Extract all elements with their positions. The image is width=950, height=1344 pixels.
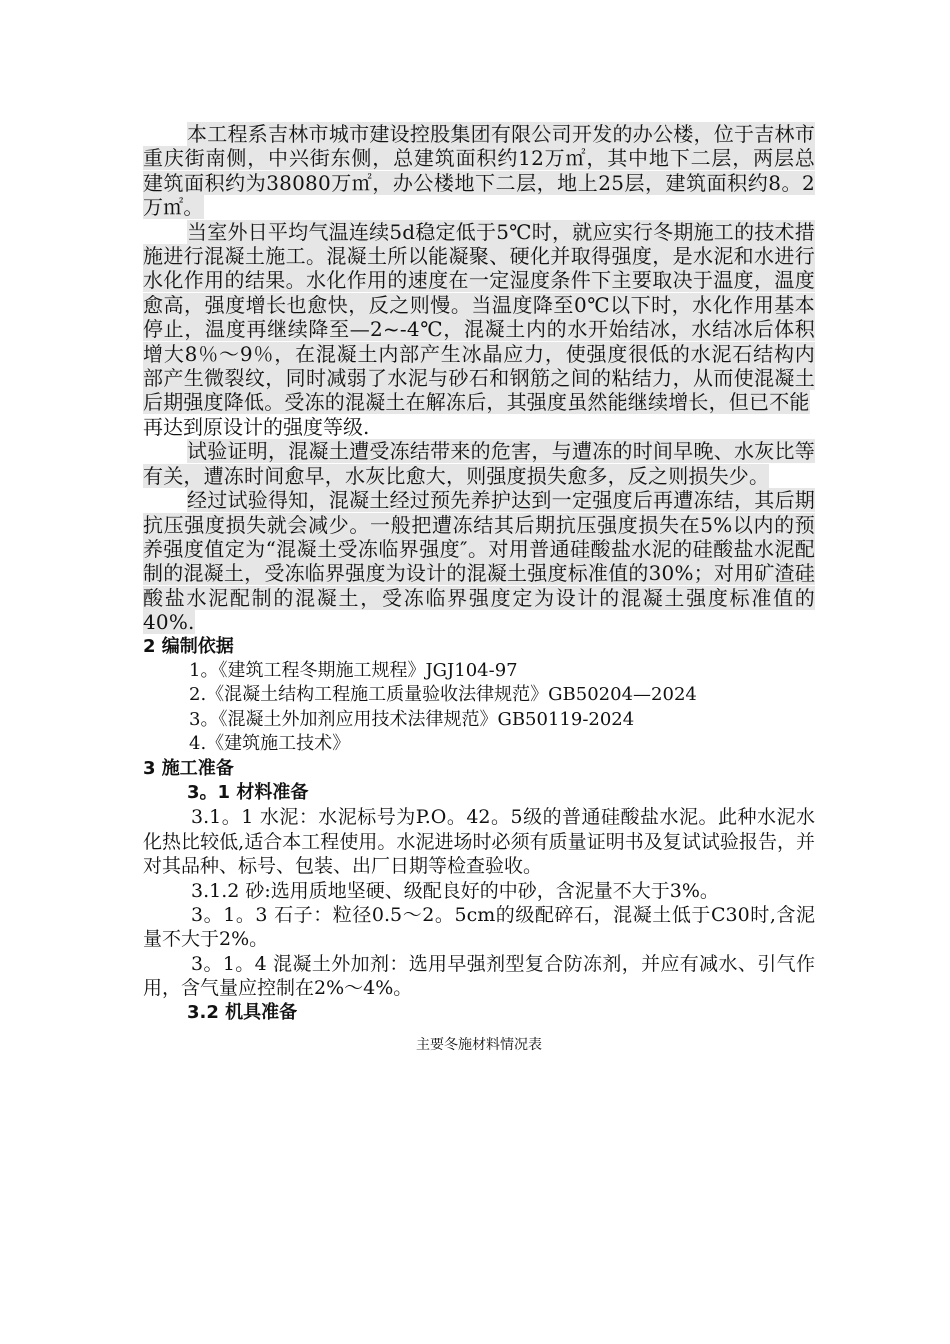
reference-item-2: 2.《混凝土结构工程施工质量验收法律规范》GB50204—2024 [189, 684, 697, 706]
highlighted-text: 试验证明，混凝土遭受冻结带来的危害，与遭冻的时间早晚、水灰比等有关，遭冻时间愈早，水灰比愈大，则强度损失愈多，反之则损失少。 [143, 439, 815, 488]
highlighted-text: 经过试验得知，混凝土经过预先养护达到一定强度后再遭冻结，其后期抗压强度损失就会减少。一般把遭冻结其后期抗压强度损失在5%以内的预养强度值定为“混凝土受冻临界强度″。对用普通硅酸盐水泥的硅酸盐水泥配制的混凝土，受冻临界强度为设计的混凝土强度标准值的30%；对用矿渣硅酸盐水泥配制的混凝土，受冻临界强度定为设计的混凝土强度标准值的40%. [143, 488, 815, 635]
material-admixture: 3。1。4 混凝土外加剂：选用早强剂型复合防冻剂，并应有减水、引气作用，含气量应控制在2%～4%。 [143, 952, 815, 1000]
section-3-1-heading: 3。1 材料准备 [187, 781, 309, 803]
material-sand: 3.1.2 砂:选用质地坚硬、级配良好的中砂，含泥量不大于3%。 [191, 879, 719, 902]
table-caption: 主要冬施材料情况表 [416, 1037, 542, 1054]
overview-paragraph-3 [143, 439, 815, 488]
section-3-2-heading: 3.2 机具准备 [187, 1001, 298, 1023]
reference-item-4: 4.《建筑施工技术》 [189, 733, 351, 755]
reference-item-3: 3。《混凝土外加剂应用技术法律规范》GB50119-2024 [189, 708, 635, 730]
section-3-heading: 3 施工准备 [143, 757, 234, 779]
section-2-heading: 2 编制依据 [143, 635, 234, 657]
reference-item-1: 1。《建筑工程冬期施工规程》JGJ104-97 [189, 659, 518, 681]
material-gravel: 3。1。3 石子：粒径0.5～2。5cm的级配碎石，混凝土低于C30时,含泥量不大于2%。 [143, 904, 815, 951]
overview-paragraph-2 [143, 220, 815, 415]
highlighted-text: 本工程系吉林市城市建设控股集团有限公司开发的办公楼，位于吉林市重庆街南侧，中兴街东侧，总建筑面积约12万㎡，其中地下二层，两层总建筑面积约为38080万㎡，办公楼地下二层，地上25层，建筑面积约8。2万㎡。 [143, 122, 815, 220]
material-cement: 3.1。1 水泥：水泥标号为P.O。42。5级的普通硅酸盐水泥。此种水泥水化热比较低,适合本工程使用。水泥进场时必须有质量证明书及复试试验报告，并对其品种、标号、包装、出厂日期等检查验收。 [143, 806, 815, 878]
highlighted-text: 当室外日平均气温连续5d稳定低于5℃时，就应实行冬期施工的技术措施进行混凝土施工。混凝土所以能凝聚、硬化并取得强度，是水泥和水进行水化作用的结果。水化作用的速度在一定湿度条件下主要取决于温度，温度愈高，强度增长也愈快，反之则慢。当温度降至0℃以下时，水化作用基本停止，温度再继续降至—2~-4℃，混凝土内的水开始结冰，水结冰后体积增大8％～9％，在混凝土内部产生冰晶应力，使强度很低的水泥石结构内部产生微裂纹，同时减弱了水泥与砂石和钢筋之间的粘结力，从而使混凝土后期强度降低。受冻的混凝土在解冻后，其强度虽然能继续增长，但已不能 [143, 219, 815, 415]
overview-paragraph-4 [143, 488, 815, 634]
overview-paragraph-2-tail: 再达到原设计的强度等级. [143, 414, 370, 439]
document-page [143, 122, 815, 1055]
overview-paragraph-1 [143, 122, 815, 220]
